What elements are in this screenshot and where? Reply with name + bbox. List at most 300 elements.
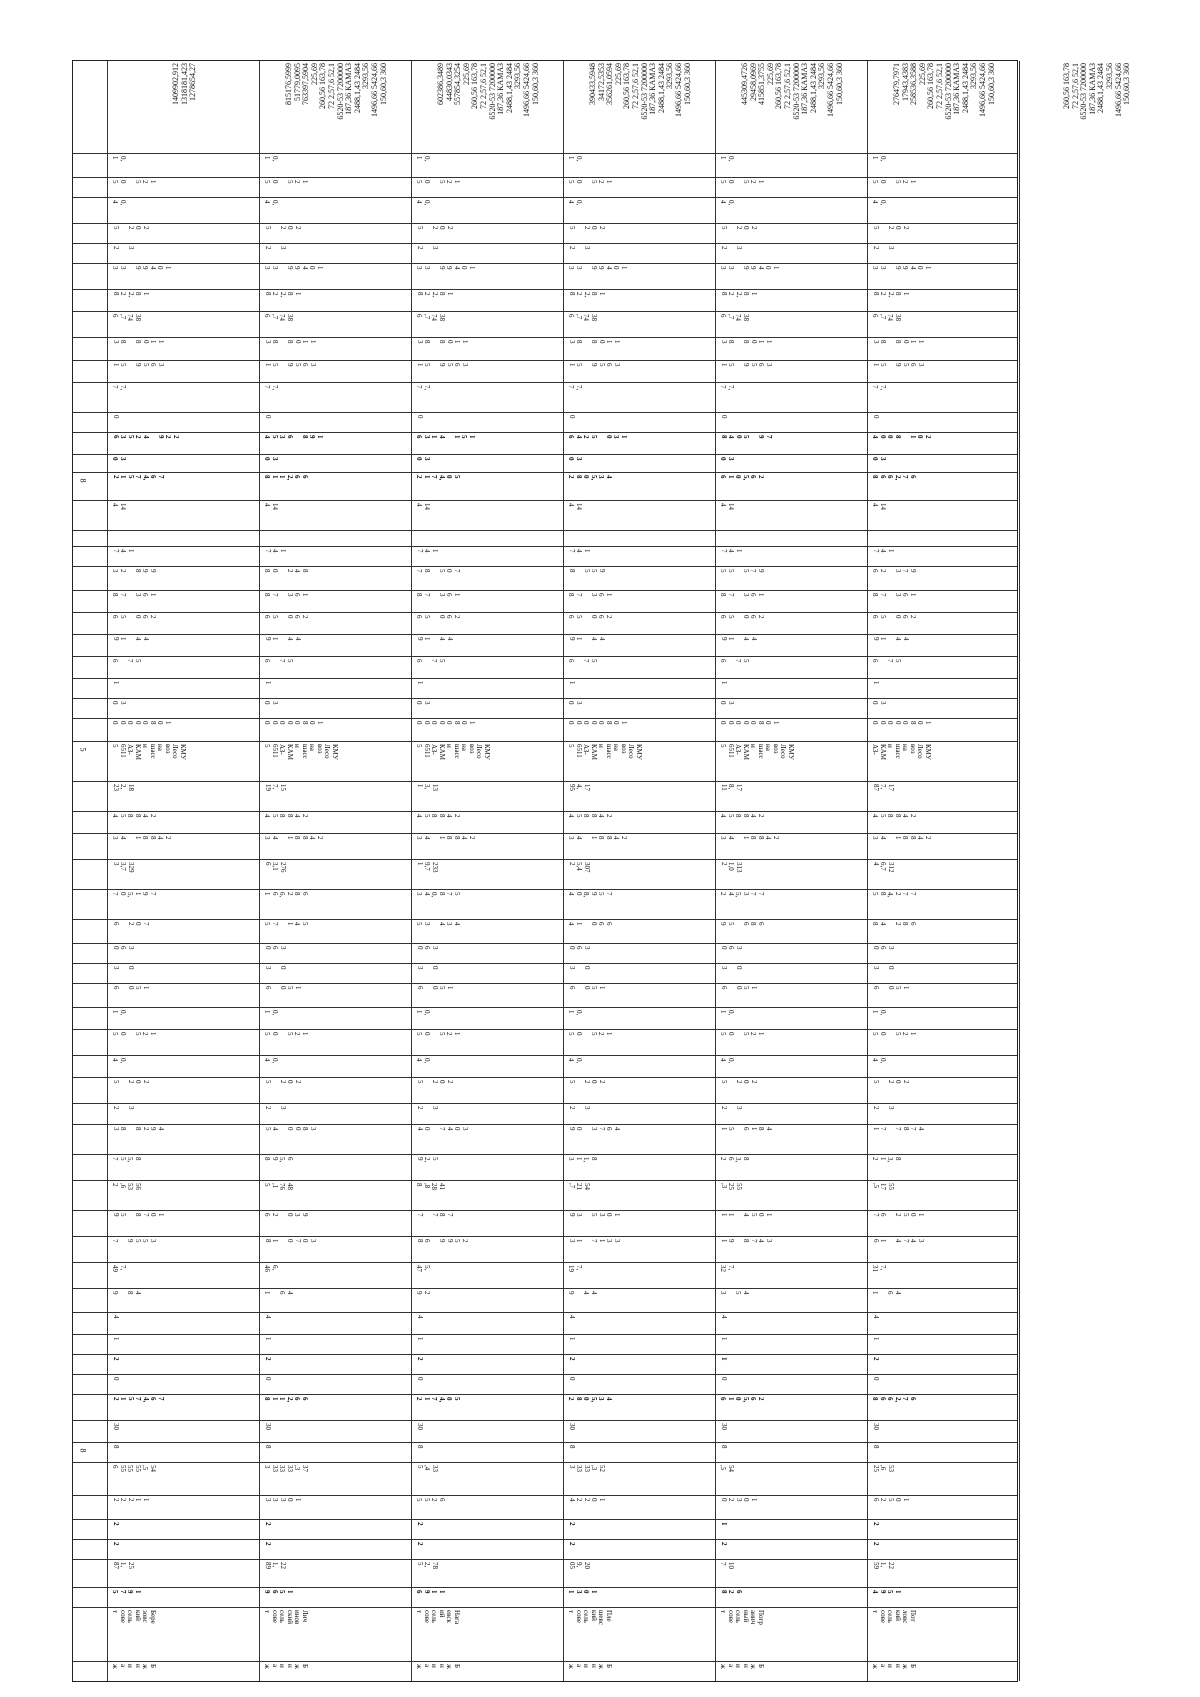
table-cell: 2 6 0 5 6: [871, 615, 917, 619]
table-cell: 4 4 1 9: [111, 637, 150, 641]
table-cell: 0, 4: [111, 200, 127, 206]
table-cell: 7, 7: [719, 384, 735, 390]
table-cell: 3 0 4 7 0 4: [415, 1126, 469, 1131]
row-separator: [73, 1587, 1017, 1588]
row-separator: [73, 963, 1017, 964]
table-cell: 4 8 1 6 5 1: [719, 1126, 773, 1131]
table-cell: 0, 1: [111, 156, 127, 162]
table-cell: 1 6 3 7 8: [719, 593, 765, 597]
header-separator: [73, 153, 1017, 154]
table-cell: 7, 19: [567, 1264, 583, 1272]
table-cell: 1 5 1 4 1 3 6: [415, 434, 476, 439]
table-cell: Лич инов ский сель сове т: [263, 1609, 309, 1625]
table-cell: 0, 1: [263, 1010, 279, 1016]
table-cell: 3 2: [719, 246, 743, 250]
table-cell: Б ж н и а ж: [871, 1663, 917, 1669]
table-cell: 4 3 5, 0 8 2: [567, 1397, 613, 1403]
row-separator: [73, 983, 1017, 984]
table-cell: 1 4 7: [719, 549, 743, 553]
row-separator: [73, 943, 1017, 944]
table-cell: 7 6 4, 7 5 1 2: [111, 474, 165, 481]
table-cell: 0, 1: [567, 1010, 583, 1016]
column-separator: [563, 61, 564, 1681]
row-separator: [73, 337, 1017, 338]
row-separator: [73, 454, 1017, 455]
table-cell: 3 2: [111, 1106, 135, 1110]
row-separator: [73, 177, 1017, 178]
table-cell: 0, 1: [415, 1010, 431, 1016]
table-cell: 1 2 5 0 5: [415, 180, 461, 184]
table-cell: 30: [415, 1423, 424, 1431]
header-values-block: 815176,5999 51779,0095 763397,5904 225,69 260,56 163,78 72 2,57,6 52,1 6520-53 7200000 187,36 КАМАЗ 2488,1,43 2484 3293,56 1496,66 5424,66 150,60,3 360: [284, 63, 388, 120]
table-cell: 3 0: [719, 701, 735, 705]
row-separator: [73, 472, 1017, 473]
row-separator: [73, 590, 1017, 591]
table-cell: 0, 4: [871, 200, 887, 206]
table-cell: 4: [111, 1315, 120, 1319]
table-cell: 1 2 5 0 5: [719, 180, 765, 184]
table-cell: 1: [719, 1337, 728, 1341]
table-cell: 7 8 7 7: [415, 1212, 454, 1217]
table-cell: Бере зовс кий сель сове т: [111, 1609, 157, 1624]
table-cell: 2: [567, 1521, 576, 1526]
table-cell: 2: [871, 1541, 880, 1546]
table-cell: 6 2 5 5: [415, 1497, 446, 1501]
table-cell: 6 2 8: [719, 1589, 743, 1594]
table-cell: 54 21 ,7: [567, 1182, 591, 1190]
row-separator: [73, 781, 1017, 782]
table-cell: 1 5 0 6: [567, 986, 606, 990]
row-separator: [73, 1420, 1017, 1421]
table-cell: 5 0 4, 7 1 2: [415, 1397, 461, 1403]
table-cell: 2 6 5, 0 1 6: [719, 1397, 765, 1403]
table-cell: 1 0 4 9 9 3 3: [567, 266, 628, 270]
row-separator: [73, 1124, 1017, 1125]
table-cell: 1 2 5 0 5: [871, 180, 917, 184]
column-separator: [867, 61, 868, 1681]
table-cell: 0, 4: [871, 1058, 887, 1064]
table-cell: КМУ Лесо воз на шасс и КАМ АЗ- 6511 5: [111, 743, 187, 760]
table-cell: 1 0 8 0 0 0 0 0: [871, 721, 932, 725]
table-cell: КМУ Лесо воз на шасс и КАМ АЗ- 6511 5: [567, 743, 643, 760]
table-cell: 1 8 2, 2 8: [871, 292, 910, 298]
table-cell: 1 8 2, 2 8: [263, 292, 302, 298]
table-cell: 0 3: [111, 966, 135, 970]
row-separator: [73, 412, 1017, 413]
table-cell: 2 4 8 8 5 4: [111, 813, 157, 818]
table-cell: 8 3, 6 2: [719, 1156, 750, 1162]
table-cell: 1: [567, 1337, 576, 1341]
table-cell: 1 0 8 0 0 0 0 0: [567, 721, 628, 725]
table-cell: 8: [415, 1445, 424, 1449]
table-cell: 1 5 0 6: [719, 986, 758, 990]
table-cell: 4 6 7 3 0 9: [567, 1126, 621, 1131]
row-separator: [73, 432, 1017, 433]
table-cell: 53 ,6 25: [871, 1465, 895, 1473]
table-cell: 20 9, 05: [567, 1561, 591, 1569]
table-cell: 1 1 2 2 2: [111, 1497, 150, 1501]
table-cell: 3 0: [567, 701, 583, 705]
column-separator: [715, 61, 716, 1681]
table-cell: 3 6 0: [415, 946, 439, 950]
table-cell: 1 5 6 9: [263, 1589, 294, 1594]
table-cell: 2 0 2 5: [263, 226, 302, 230]
table-cell: 5, 47: [415, 1264, 431, 1272]
table-cell: 1 0 8 0 0 0 0 0: [263, 721, 324, 725]
table-cell: 0, 4: [111, 1058, 127, 1064]
row-marker: 5: [78, 747, 88, 752]
row-separator: [73, 1262, 1017, 1263]
table-cell: 3 2: [871, 1106, 895, 1110]
table-cell: 3 2: [719, 1106, 743, 1110]
table-cell: КМУ Лесо воз на шасс и КАМ АЗ-: [871, 743, 932, 760]
table-cell: 17 4, 95: [567, 783, 591, 791]
table-cell: 14 4: [415, 502, 431, 510]
table-cell: 2 0 2 5: [567, 226, 606, 230]
table-cell: 4: [415, 1315, 424, 1319]
table-cell: 276 3,1 6: [263, 861, 287, 873]
table-cell: 2 4 8 8 1 4 3: [111, 835, 172, 840]
table-cell: 3 0: [415, 701, 431, 705]
table-cell: 2 6 0 5 6: [415, 615, 461, 619]
table-cell: 0: [415, 1377, 424, 1381]
table-cell: 14 4: [263, 502, 279, 510]
table-cell: 1: [567, 681, 576, 685]
table-cell: 5 2, 9: [415, 1156, 439, 1162]
table-cell: 3 6 0: [567, 946, 591, 950]
header-values-block: 260,56 163,78 72 2,57,6 52,1 6520-53 7200000 187,36 КАМАЗ 2488,1,43 2484 3293,56 1496,66 5424,66 150,60,3 360: [1061, 63, 1131, 120]
row-separator: [73, 360, 1017, 361]
row-separator: [73, 1236, 1017, 1237]
row-separator: [73, 1519, 1017, 1520]
table-cell: 2 9: [415, 1290, 431, 1295]
table-cell: 3 6 0: [111, 946, 135, 950]
table-cell: 7 0 5 8 7: [415, 569, 461, 573]
table-cell: 0, 4: [719, 1058, 735, 1064]
table-cell: 14 4: [871, 502, 887, 510]
table-cell: 1 0 5 2 6 7: [871, 1212, 925, 1217]
table-cell: 8: [263, 1445, 272, 1449]
table-cell: 2 0 1 8 0 0 4: [871, 434, 932, 439]
table-cell: 2 2 9 4 2 5 3 6: [111, 434, 180, 439]
table-cell: 2: [415, 1521, 424, 1526]
table-cell: 5 4 1 7 5: [263, 922, 309, 926]
table-cell: 1 2 5 0 5: [567, 1032, 613, 1036]
table-cell: 7 7 2 4, 8 5: [871, 891, 917, 898]
table-cell: 1 0 5 2 6: [871, 1497, 910, 1501]
table-cell: 2 4 8 8 5 4: [415, 813, 461, 818]
table-cell: 10 7: [719, 1561, 735, 1569]
table-cell: 38 74 ,7 6: [567, 314, 598, 322]
table-cell: 8 4 2 0 8: [263, 569, 309, 573]
table-cell: 0, 1: [719, 1010, 735, 1016]
table-cell: 5 7 6: [871, 659, 902, 663]
table-cell: 7, 7: [111, 384, 127, 390]
table-cell: 3 2: [415, 1106, 439, 1110]
table-cell: 9 7 3 2 6: [871, 569, 917, 573]
row-separator: [73, 1288, 1017, 1289]
table-cell: 2: [719, 1541, 728, 1546]
table-cell: 4 4 1 9: [263, 637, 302, 641]
table-cell: 6 6 2, 1 1 8: [263, 1397, 309, 1403]
table-cell: 5 7 6: [567, 659, 598, 663]
table-cell: 4 6 1: [263, 1290, 294, 1295]
table-cell: 0, 1: [415, 156, 431, 162]
table-cell: 1 4 7: [871, 549, 895, 553]
table-cell: 41 28 ,8 8: [415, 1182, 446, 1190]
table-cell: 17 7, 87: [871, 783, 895, 791]
table-cell: 3 8 0 0 4 5: [263, 1126, 317, 1131]
row-separator: [73, 889, 1017, 890]
table-cell: 7 7 3 5, 4 2: [719, 891, 765, 898]
table-cell: 2 6 0 5 6: [719, 615, 765, 619]
row-separator: [73, 811, 1017, 812]
table-cell: 312 6,7 4: [871, 861, 895, 873]
table-cell: 1 2 5 0 5: [111, 180, 157, 184]
table-cell: 2: [263, 1521, 272, 1526]
table-cell: 1 5 9 4: [871, 1589, 902, 1594]
table-cell: 4 4 1 9: [567, 637, 606, 641]
table-cell: 3 6 5 9 5 1: [263, 362, 317, 367]
table-cell: 1 0 3 5 3 9: [567, 1212, 621, 1217]
table-cell: 1 6 3 7 8: [263, 593, 309, 597]
row-separator: [73, 1354, 1017, 1355]
table-cell: 1: [263, 1337, 272, 1341]
table-cell: 5 7 6: [415, 659, 446, 663]
table-cell: 3 6 5 9 5 1: [415, 362, 469, 367]
table-cell: 1 2 5 0 5: [263, 180, 309, 184]
table-cell: 0: [719, 1377, 728, 1381]
table-cell: 1 8 2, 2 8: [567, 292, 606, 298]
row-separator: [73, 833, 1017, 834]
table-cell: 6 7 2, 6 6 8: [871, 474, 917, 481]
table-cell: 1 0 5 4 1 1: [719, 1212, 773, 1217]
table-cell: 2 0 2 5: [415, 1080, 454, 1084]
table-cell: 2: [871, 1357, 880, 1361]
table-cell: 1 1 9 6: [415, 1589, 446, 1594]
table-cell: 4 4 9: [567, 1290, 598, 1295]
table-cell: 2 0 2 5: [111, 226, 150, 230]
row-separator: [73, 382, 1017, 383]
table-cell: 1 0 8 0 0 0 0 0: [111, 721, 172, 725]
table-cell: 0 3: [719, 966, 743, 970]
table-cell: 7 0 2 6: [111, 922, 150, 926]
table-cell: 4 8 9: [111, 1290, 142, 1295]
table-cell: 1 1 0 8 8 3: [567, 340, 621, 344]
table-cell: 0, 4: [719, 200, 735, 206]
table-cell: 56 53 ,6 2: [111, 1182, 142, 1190]
table-cell: 1 1 0 8 8 3: [263, 340, 317, 344]
table-cell: 37 ,3 33 33 33 3: [263, 1465, 309, 1473]
table-cell: 1 1 0 8 8 3: [415, 340, 469, 344]
table-cell: 4 4 1 9: [415, 637, 454, 641]
table-cell: 1 5 0 6: [263, 986, 302, 990]
table-cell: 1 0 3 1: [567, 1589, 598, 1594]
table-cell: 3 4 7 4 1 6: [871, 1238, 925, 1243]
table-cell: 1 6 3 7 8: [567, 593, 613, 597]
header-values-block: 276479,7971 17943,4383 258536,3588 225,69 260,56 163,78 72 2,57,6 52,1 6520-53 7200000 187,36 КАМАЗ 2488,1,43 2484 3293,56 1496,66 5424,66 150,60,3 360: [892, 63, 996, 120]
table-cell: 2 0 2 5: [415, 226, 454, 230]
column-separator: [411, 61, 412, 1681]
table-cell: 1: [415, 681, 424, 685]
table-cell: 2 4 8 8 5 4: [263, 813, 309, 818]
table-cell: 3 3 1 7 1 3: [567, 1238, 621, 1243]
table-cell: 6, 46: [263, 1264, 279, 1272]
table-cell: 1 2 5 0 5: [415, 1032, 461, 1036]
table-cell: 2 6 0 5 6: [111, 615, 157, 619]
table-cell: 6 7 2, 6 6 8: [871, 1397, 917, 1403]
table-cell: 5 7 6: [263, 659, 294, 663]
table-cell: 0, 4: [415, 200, 431, 206]
table-cell: 4 4 1 9: [719, 637, 758, 641]
table-cell: 9 7 5 5 5: [719, 569, 765, 573]
table-cell: 1 1 0 8 8 3: [871, 340, 925, 344]
table-cell: 0 3: [263, 966, 287, 970]
table-cell: 1: [871, 1337, 880, 1341]
table-cell: 30: [719, 1423, 728, 1431]
table-cell: 3 2: [871, 246, 895, 250]
table-cell: 7, 32: [719, 1264, 735, 1272]
table-cell: 2 4 8 8 1 4 3: [719, 835, 780, 840]
table-cell: 2: [415, 1357, 424, 1361]
table-cell: 1 0 4 9 9 3 3: [415, 266, 476, 270]
table-cell: 3 0 7 0 1 8: [263, 1238, 317, 1243]
table-cell: 2 0 2 5: [719, 226, 758, 230]
table-cell: 55 25 ,3: [719, 1182, 743, 1190]
table-cell: 78 2, 5: [415, 1561, 439, 1569]
table-cell: 3 6 0: [719, 946, 743, 950]
table-cell: 1 6 3 7 8: [415, 593, 461, 597]
row-separator: [73, 1154, 1017, 1155]
table-cell: 7, 7: [567, 384, 583, 390]
row-separator: [73, 1055, 1017, 1056]
table-cell: 3 6 5 9 5 1: [871, 362, 925, 367]
table-cell: 13 3, 1: [415, 783, 439, 791]
table-cell: 2 4 8 8 1 4 3: [567, 835, 628, 840]
header-values-block: 1409902,912 1318181,423 1278654,27: [171, 63, 198, 105]
row-separator: [73, 1007, 1017, 1008]
table-cell: 1 2 5 0 5: [719, 1032, 765, 1036]
table-cell: 0: [871, 414, 880, 419]
table-cell: 30: [263, 1423, 272, 1431]
table-cell: 1 9 8 6 3 5 4: [263, 434, 324, 439]
table-cell: 1 4 7: [263, 549, 287, 553]
table-cell: 4 9 2 8 8 3: [111, 1126, 165, 1131]
table-cell: 1 2 5 0 5: [567, 180, 613, 184]
table-cell: 1 9 7 5: [111, 1589, 142, 1594]
table-cell: 33 ,4 5: [415, 1465, 439, 1473]
table-cell: 3 2: [263, 1106, 287, 1110]
row-separator: [73, 1661, 1017, 1662]
table-cell: 0, 1: [871, 156, 887, 162]
table-cell: 1 5 0 6: [415, 986, 454, 990]
table-cell: 14 4: [111, 502, 127, 510]
table-cell: 9 3 0 2 6: [263, 1212, 309, 1217]
table-cell: 2 0 2 5: [871, 1080, 910, 1084]
table-cell: 2 6 5, 0 1 6: [719, 474, 765, 481]
table-cell: 8: [719, 1445, 728, 1449]
table-cell: 7 9 5 0 4 8: [719, 434, 773, 439]
table-cell: 30: [871, 1423, 880, 1431]
table-cell: 8: [111, 1445, 120, 1449]
row-separator: [73, 1394, 1017, 1395]
table-cell: 1 0 8 0 0 0 0 0: [719, 721, 780, 725]
table-cell: 9 5 5 8: [567, 569, 606, 573]
table-cell: Б ж н и а ж: [415, 1663, 461, 1669]
table-cell: 3 0: [415, 456, 431, 461]
table-cell: 15 7, 19: [263, 783, 287, 791]
table-cell: 4: [263, 1315, 272, 1319]
table-cell: 2 4 8 8 1 4 3: [415, 835, 476, 840]
table-cell: 22 1, 59: [871, 1561, 895, 1569]
row-separator: [73, 197, 1017, 198]
table-cell: 1 8 2, 2 8: [111, 292, 150, 298]
table-cell: 0, 4: [263, 200, 279, 206]
table-cell: 1 8 2, 2 8: [415, 292, 454, 298]
row-separator: [73, 1334, 1017, 1335]
table-cell: 3 2: [111, 246, 135, 250]
row-separator: [73, 311, 1017, 312]
table-cell: 0, 1: [567, 156, 583, 162]
table-cell: 0: [263, 1377, 272, 1381]
table-cell: 2: [263, 1541, 272, 1546]
table-cell: 1 0 2 2 4: [567, 1497, 606, 1501]
table-cell: 4 3 4 3 5: [415, 922, 461, 926]
table-cell: 1: [415, 1337, 424, 1341]
row-separator: [73, 263, 1017, 264]
table-cell: 2 0 2 5: [111, 1080, 150, 1084]
table-cell: 5 7 6: [111, 659, 142, 663]
table-cell: 2 0 2 5: [871, 226, 910, 230]
table-cell: 2 4 8 8 5 4: [719, 813, 765, 818]
table-cell: 0: [871, 1377, 880, 1381]
table-cell: 7, 49: [111, 1264, 127, 1272]
table-cell: 1 1 0 8 8 3: [111, 340, 165, 344]
table-cell: 3 5 5 9 7: [111, 1238, 157, 1243]
table-cell: 7 5 9 8, 0 4: [567, 891, 613, 898]
table-cell: 0, 1: [263, 156, 279, 162]
table-cell: 1: [263, 681, 272, 685]
row-separator: [73, 1462, 1017, 1463]
table-cell: 6 8 2 4 8: [871, 922, 917, 926]
table-cell: 48 76 ,1 5: [263, 1182, 294, 1190]
row-separator: [73, 718, 1017, 719]
table-cell: 1 5 0 6: [111, 986, 150, 990]
table-cell: 30: [567, 1423, 576, 1431]
row-separator: [73, 1539, 1017, 1540]
table-cell: 4: [567, 1315, 576, 1319]
table-cell: 0: [111, 1377, 120, 1381]
column-separator: [107, 61, 108, 1681]
table-cell: 7, 7: [871, 384, 887, 390]
table-cell: 1 3 0 5 2 4 6: [567, 434, 628, 439]
table-cell: 38 74 ,7 6: [263, 314, 294, 322]
table-cell: 0, 4: [415, 1058, 431, 1064]
row-separator: [73, 289, 1017, 290]
table-cell: 0: [263, 414, 272, 419]
table-cell: 1: [719, 1521, 728, 1526]
table-cell: 2 4 8 8 1 4 3: [871, 835, 932, 840]
table-cell: 7, 7: [263, 384, 279, 390]
table-cell: 2: [111, 1521, 120, 1526]
table-cell: 4: [719, 1315, 728, 1319]
row-separator: [73, 1607, 1017, 1608]
table-cell: 2: [263, 1357, 272, 1361]
table-cell: 3 2: [263, 246, 287, 250]
header-values-block: 445309,4726 29458,0969 415851,3755 225,69 260,56 163,78 72 2,57,6 52,1 6520-53 7200000 187,36 КАМАЗ 2488,1,43 2484 3293,56 1496,66 5424,66 150,60,3 360: [740, 63, 844, 120]
table-cell: 4 3 5, 0 8 2: [567, 474, 613, 481]
table-cell: 18 2, 23: [111, 783, 135, 791]
